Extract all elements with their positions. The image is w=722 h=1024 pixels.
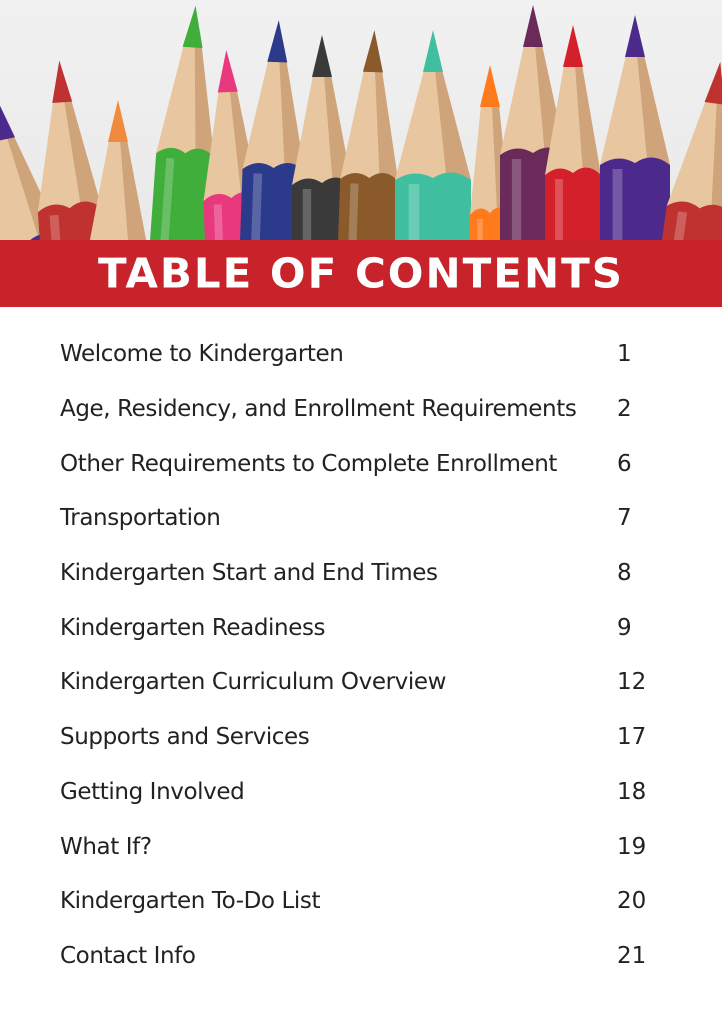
toc-entry	[60, 819, 665, 874]
toc-entry-page-number: 18	[617, 778, 647, 805]
toc-entry-page-number: 12	[617, 669, 647, 696]
toc-entry	[60, 600, 665, 655]
toc-entry-page-number: 7	[617, 505, 632, 532]
toc-entry-page-number: 1	[617, 341, 632, 368]
toc-entry-title: Kindergarten Start and End Times	[60, 560, 438, 587]
toc-entry-page-number: 17	[617, 724, 647, 751]
toc-entry-page-number: 19	[617, 833, 647, 860]
colored-pencils-illustration	[0, 0, 722, 242]
toc-entry-title: Other Requirements to Complete Enrollment	[60, 450, 558, 477]
toc-entry-page-number: 9	[617, 614, 632, 641]
pencil	[600, 15, 670, 242]
toc-entry-page-number: 8	[617, 560, 632, 587]
toc-entry	[60, 710, 665, 765]
toc-entry-title: What If?	[60, 833, 152, 860]
toc-entry-page-number: 6	[617, 450, 632, 477]
colored-pencils-photo	[0, 0, 722, 242]
pencil	[395, 30, 471, 242]
toc-entry	[60, 327, 665, 382]
toc-entry	[60, 765, 665, 820]
toc-entry-page-number: 21	[617, 942, 647, 969]
toc-entry-page-number: 20	[617, 888, 647, 915]
toc-entry-title: Age, Residency, and Enrollment Requirements	[60, 396, 577, 423]
toc-entry	[60, 655, 665, 710]
toc-entry-title: Contact Info	[60, 942, 196, 969]
toc-entry	[60, 491, 665, 546]
table-of-contents-list	[60, 327, 665, 983]
toc-entry-title: Kindergarten Readiness	[60, 614, 326, 641]
toc-entry	[60, 874, 665, 929]
pencil	[337, 29, 403, 242]
toc-entry	[60, 929, 665, 984]
pencil	[659, 57, 722, 242]
toc-entry-page-number: 2	[617, 396, 632, 423]
toc-entry-title: Welcome to Kindergarten	[60, 341, 344, 368]
title-banner	[0, 240, 722, 307]
toc-entry-title: Kindergarten Curriculum Overview	[60, 669, 446, 696]
toc-entry-title: Kindergarten To-Do List	[60, 888, 321, 915]
toc-entry	[60, 436, 665, 491]
pencil	[88, 100, 148, 242]
toc-entry-title: Transportation	[60, 505, 221, 532]
toc-entry	[60, 546, 665, 601]
pencil	[27, 58, 105, 242]
toc-entry-title: Getting Involved	[60, 778, 245, 805]
pencil	[545, 25, 601, 242]
toc-entry-title: Supports and Services	[60, 724, 310, 751]
page-title: TABLE OF CONTENTS	[97, 249, 625, 298]
toc-entry	[60, 382, 665, 437]
